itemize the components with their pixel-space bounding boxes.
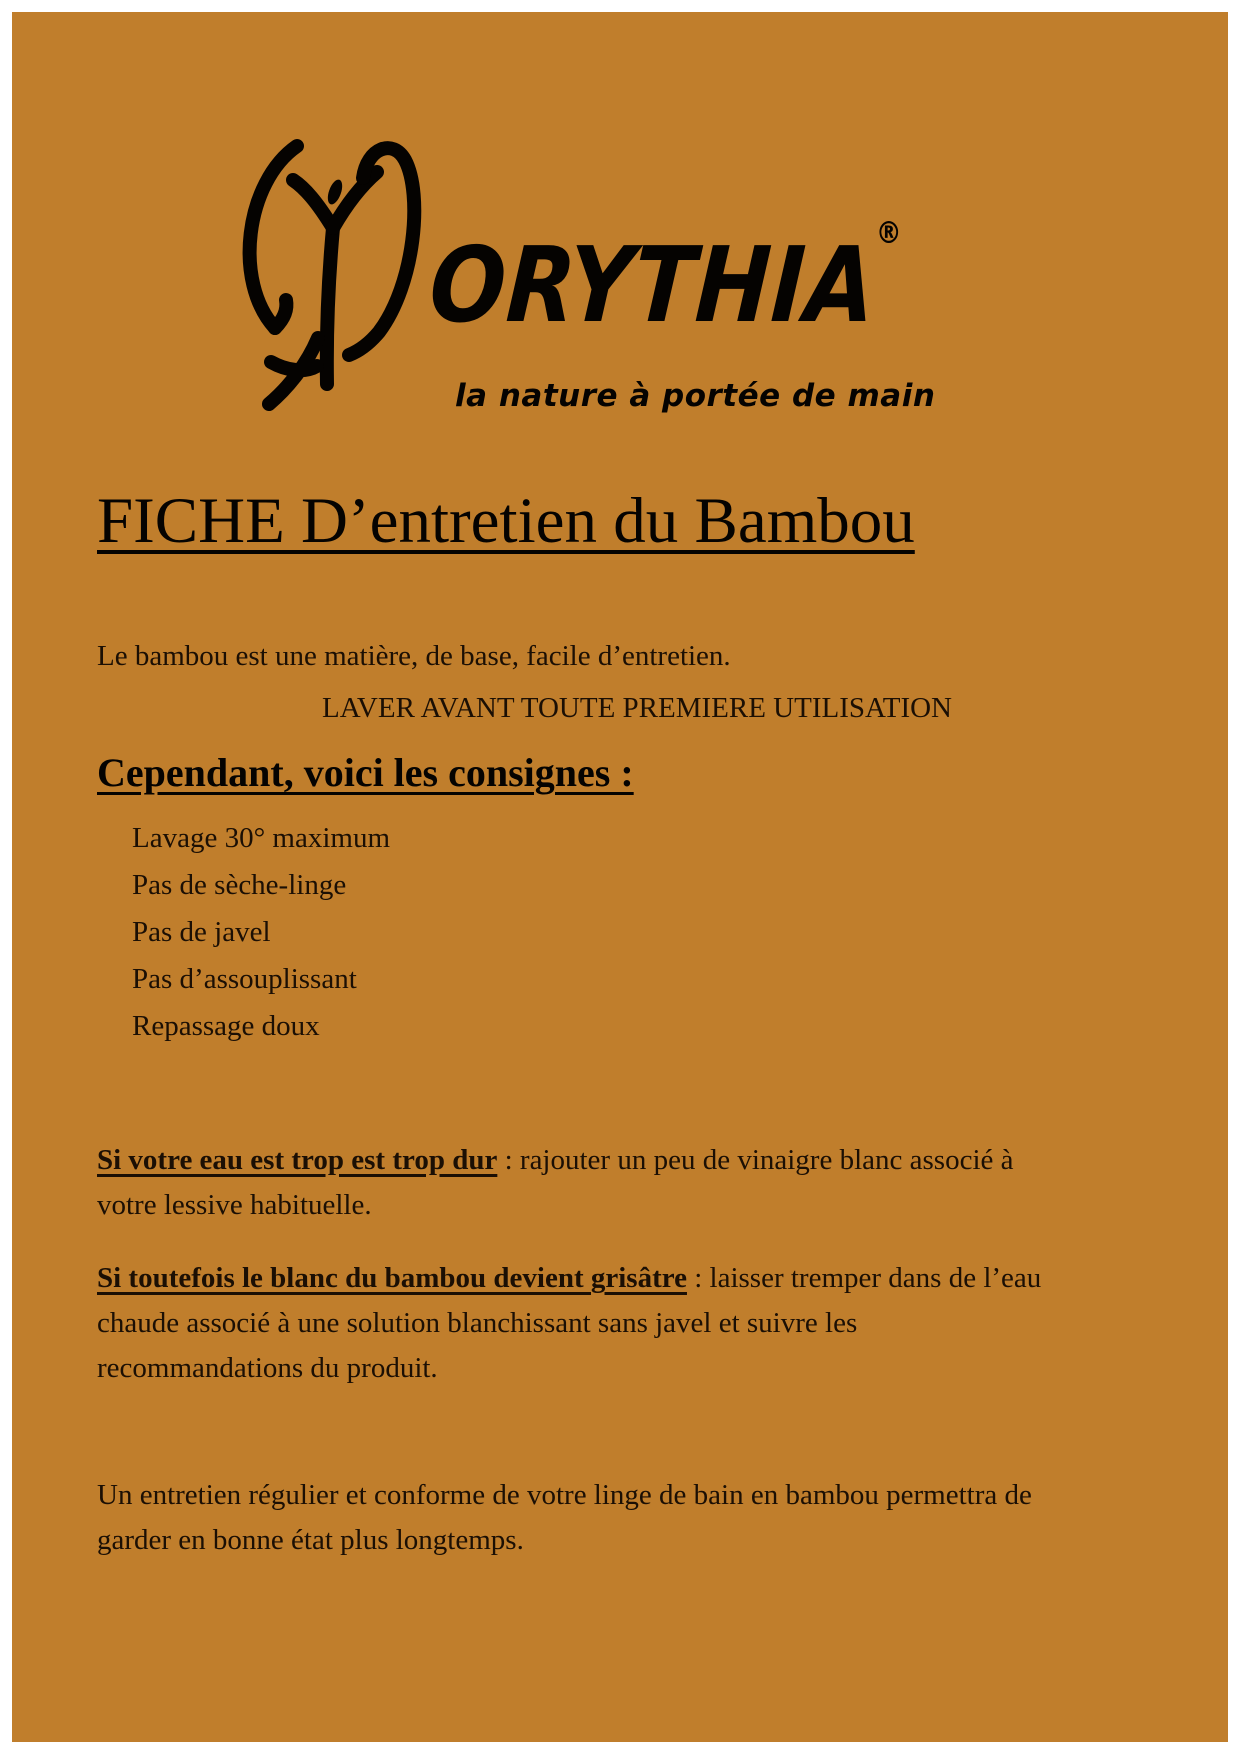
- tip-greying: [97, 1256, 1062, 1391]
- registered-trademark-icon: ®: [875, 216, 902, 251]
- consignes-list: [97, 815, 1167, 1050]
- tip-greying-separator: :: [686, 1262, 710, 1295]
- wash-first-notice: LAVER AVANT TOUTE PREMIERE UTILISATION: [322, 692, 952, 725]
- tip-hard-water-text: rajouter un peu de vinaigre blanc associé à votre lessive habituelle.: [97, 1144, 1014, 1222]
- brand-row: [426, 216, 902, 346]
- list-item-washing: Lavage 30° maximum: [132, 822, 391, 855]
- consignes-heading-text: Cependant, voici les consignes :: [97, 750, 634, 796]
- page-title: [97, 484, 1167, 559]
- document-content: [97, 12, 1167, 1563]
- list-item-dryer: Pas de sèche-linge: [132, 869, 347, 902]
- list-item-ironing: Repassage doux: [132, 1010, 320, 1043]
- document-page: [12, 12, 1228, 1742]
- brand-name: ORYTHIA: [426, 224, 880, 346]
- list-item-softener: Pas d’assouplissant: [132, 963, 357, 996]
- intro-text: Le bambou est une matière, de base, facile d’entretien.: [97, 640, 731, 673]
- list-item-bleach: Pas de javel: [132, 916, 271, 949]
- page-title-text: FICHE D’entretien du Bambou: [97, 485, 915, 557]
- logo: [97, 130, 1167, 420]
- tip-hard-water: [97, 1138, 1062, 1228]
- tip-hard-water-separator: :: [497, 1144, 520, 1177]
- tip-greying-text: laisser tremper dans de l’eau chaude associé à une solution blanchissant sans javel et suivre les recommandations du produit.: [97, 1262, 1042, 1385]
- care-summary: Un entretien régulier et conforme de votre linge de bain en bambou permettra de garder en bonne état plus longtemps.: [97, 1479, 1032, 1557]
- logo-tagline: la nature à portée de main: [455, 378, 936, 414]
- consignes-heading: [97, 749, 1167, 797]
- tip-greying-lead: Si toutefois le blanc du bambou devient grisâtre: [97, 1262, 687, 1295]
- butterfly-dancer-icon: [217, 130, 457, 415]
- tip-hard-water-lead: Si votre eau est trop est trop dur: [97, 1144, 498, 1177]
